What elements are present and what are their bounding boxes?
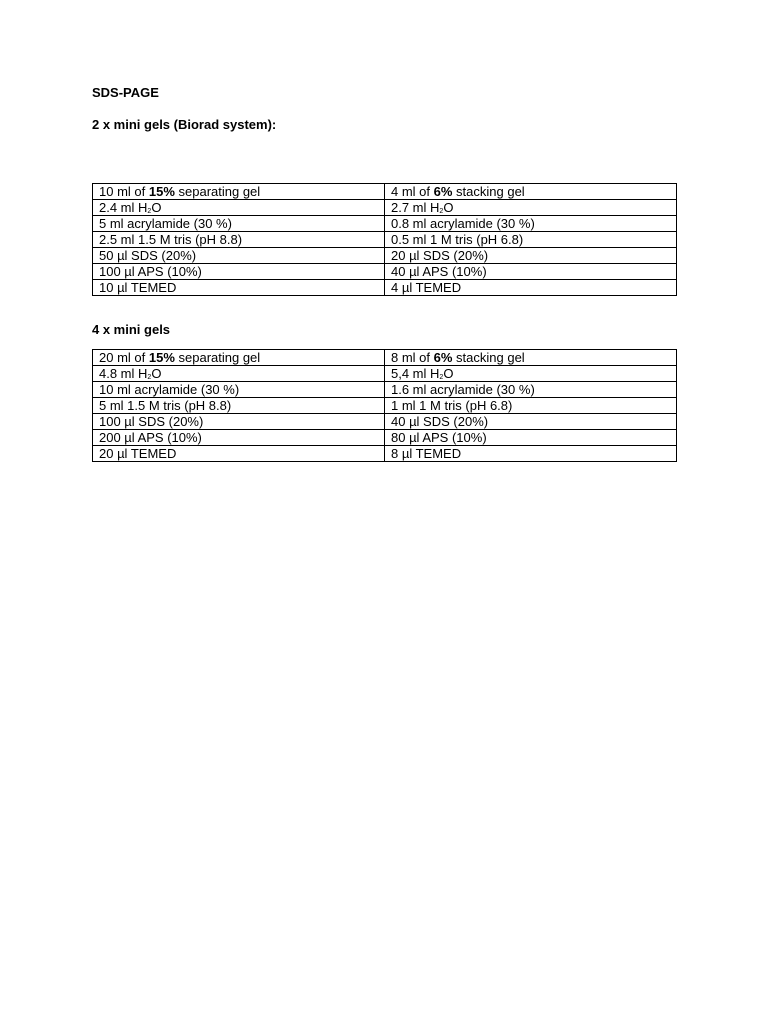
stacking-gel-cell — [385, 350, 677, 366]
cell-text-pre: 4 ml of — [391, 184, 434, 199]
cell-text-pre: 8 ml of — [391, 350, 434, 365]
table-row — [93, 200, 677, 216]
table-row — [93, 280, 677, 296]
cell-text-bold: 6% — [433, 350, 453, 365]
stacking-gel-cell — [385, 184, 677, 200]
stacking-gel-cell — [385, 414, 677, 430]
cell-text-pre: 100 µl SDS (20%) — [99, 414, 204, 429]
cell-text-post: O — [443, 366, 454, 381]
separating-gel-cell — [93, 414, 385, 430]
cell-text-pre: 20 µl TEMED — [99, 446, 177, 461]
cell-text-pre: 80 µl APS (10%) — [391, 430, 487, 445]
cell-text-sub: 2 — [439, 374, 444, 381]
cell-text-pre: 2.4 ml H — [99, 200, 148, 215]
table-row — [93, 264, 677, 280]
separating-gel-cell — [93, 382, 385, 398]
table-row — [93, 216, 677, 232]
cell-text-sub: 2 — [147, 374, 152, 381]
separating-gel-cell — [93, 264, 385, 280]
cell-text-post: separating gel — [174, 350, 261, 365]
table-row — [93, 398, 677, 414]
cell-text-bold: 6% — [433, 184, 453, 199]
stacking-gel-cell — [385, 232, 677, 248]
cell-text-post: stacking gel — [452, 184, 525, 199]
cell-text-pre: 40 µl APS (10%) — [391, 264, 487, 279]
cell-text-pre: 10 µl TEMED — [99, 280, 177, 295]
cell-text-bold: 15% — [148, 350, 175, 365]
stacking-gel-cell — [385, 366, 677, 382]
separating-gel-cell — [93, 430, 385, 446]
cell-text-pre: 5 ml acrylamide (30 %) — [99, 216, 232, 231]
stacking-gel-cell — [385, 382, 677, 398]
stacking-gel-cell — [385, 216, 677, 232]
table-row — [93, 430, 677, 446]
table-row — [93, 446, 677, 462]
separating-gel-cell — [93, 398, 385, 414]
cell-text-pre: 10 ml acrylamide (30 %) — [99, 382, 240, 397]
section-heading-2x-mini-gels: 2 x mini gels (Biorad system): — [92, 117, 277, 132]
table-row — [93, 232, 677, 248]
separating-gel-cell — [93, 446, 385, 462]
recipe-table-2x-mini-gels — [92, 183, 677, 296]
cell-text-sub: 2 — [147, 208, 152, 215]
separating-gel-cell — [93, 216, 385, 232]
table-row — [93, 184, 677, 200]
table-row — [93, 382, 677, 398]
cell-text-pre: 0.5 ml 1 M tris (pH 6.8) — [391, 232, 524, 247]
table-row — [93, 366, 677, 382]
cell-text-post: separating gel — [174, 184, 261, 199]
cell-text-pre: 4 µl TEMED — [391, 280, 462, 295]
cell-text-post: O — [443, 200, 454, 215]
separating-gel-cell — [93, 184, 385, 200]
table-row — [93, 350, 677, 366]
stacking-gel-cell — [385, 200, 677, 216]
stacking-gel-cell — [385, 264, 677, 280]
cell-text-sub: 2 — [439, 208, 444, 215]
cell-text-post: O — [151, 200, 162, 215]
stacking-gel-cell — [385, 248, 677, 264]
stacking-gel-cell — [385, 446, 677, 462]
stacking-gel-cell — [385, 280, 677, 296]
page-title: SDS-PAGE — [92, 85, 159, 100]
cell-text-bold: 15% — [148, 184, 175, 199]
separating-gel-cell — [93, 232, 385, 248]
cell-text-pre: 5,4 ml H — [391, 366, 440, 381]
cell-text-pre: 5 ml 1.5 M tris (pH 8.8) — [99, 398, 232, 413]
cell-text-post: O — [151, 366, 162, 381]
cell-text-pre: 200 µl APS (10%) — [99, 430, 202, 445]
separating-gel-cell — [93, 280, 385, 296]
table-row — [93, 414, 677, 430]
cell-text-pre: 100 µl APS (10%) — [99, 264, 202, 279]
separating-gel-cell — [93, 366, 385, 382]
cell-text-pre: 40 µl SDS (20%) — [391, 414, 489, 429]
cell-text-pre: 4.8 ml H — [99, 366, 148, 381]
recipe-table-4x-mini-gels — [92, 349, 677, 462]
table-row — [93, 248, 677, 264]
cell-text-pre: 1.6 ml acrylamide (30 %) — [391, 382, 535, 397]
cell-text-pre: 0.8 ml acrylamide (30 %) — [391, 216, 535, 231]
cell-text-pre: 2.5 ml 1.5 M tris (pH 8.8) — [99, 232, 243, 247]
cell-text-post: stacking gel — [452, 350, 525, 365]
separating-gel-cell — [93, 350, 385, 366]
section-heading-4x-mini-gels: 4 x mini gels — [92, 322, 171, 337]
stacking-gel-cell — [385, 398, 677, 414]
cell-text-pre: 50 µl SDS (20%) — [99, 248, 197, 263]
cell-text-pre: 1 ml 1 M tris (pH 6.8) — [391, 398, 513, 413]
cell-text-pre: 10 ml of — [99, 184, 149, 199]
cell-text-pre: 8 µl TEMED — [391, 446, 462, 461]
stacking-gel-cell — [385, 430, 677, 446]
cell-text-pre: 20 ml of — [99, 350, 149, 365]
separating-gel-cell — [93, 248, 385, 264]
separating-gel-cell — [93, 200, 385, 216]
cell-text-pre: 20 µl SDS (20%) — [391, 248, 489, 263]
cell-text-pre: 2.7 ml H — [391, 200, 440, 215]
